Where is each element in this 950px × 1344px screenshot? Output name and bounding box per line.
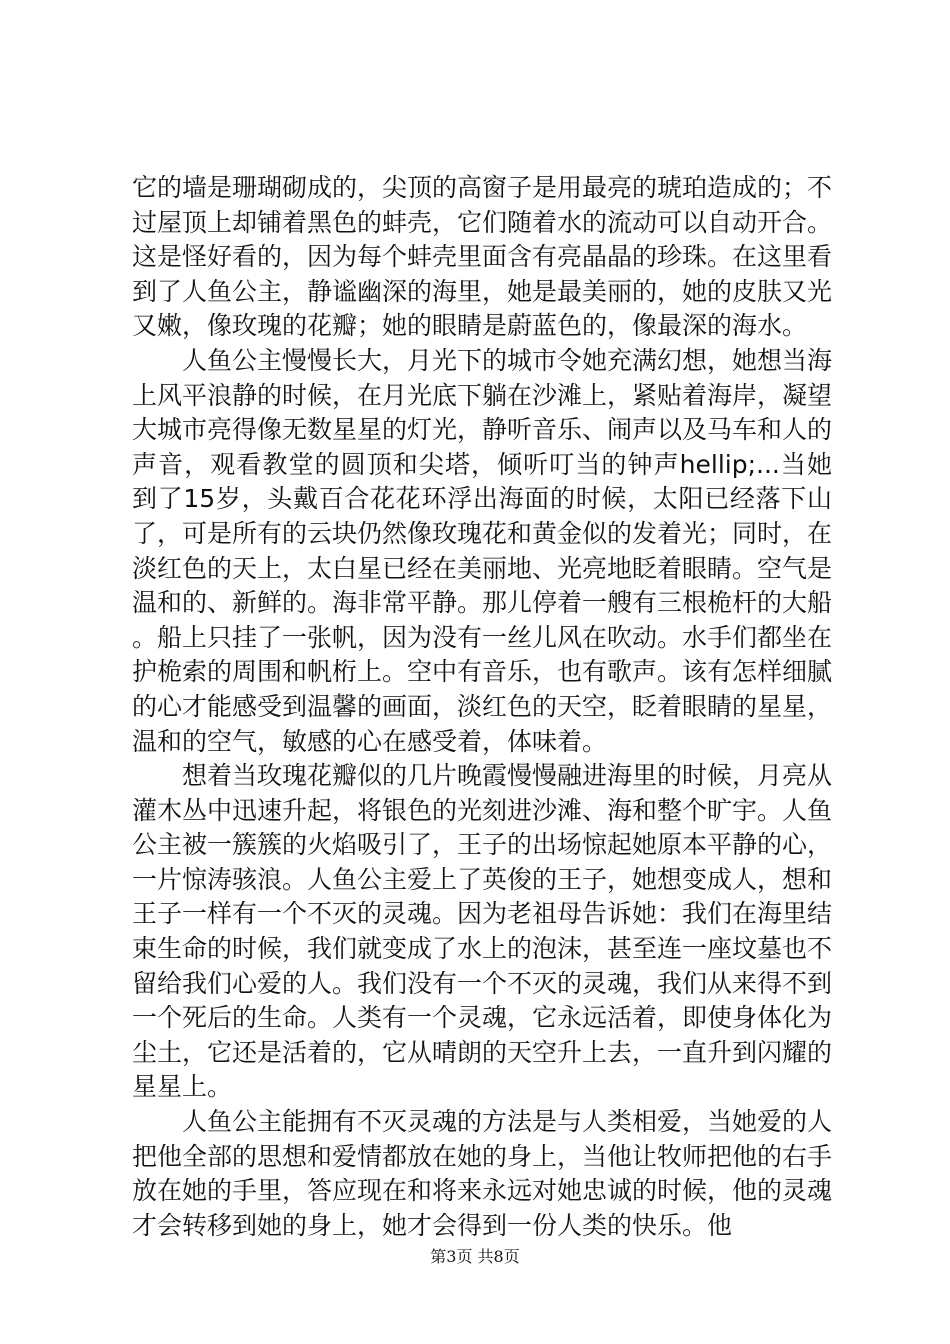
- page-footer: 第3页 共8页: [430, 1247, 520, 1266]
- paragraph-4: 人鱼公主能拥有不灭灵魂的方法是与人类相爱，当她爱的人把他全部的思想和爱情都放在她的身上，当他让牧师把他的右手放在她的手里，答应现在和将来永远对她忠诚的时候，他的灵魂才会转移到她的身上，她才会得到一份人类的快乐。他: [132, 1107, 833, 1240]
- document-body: [132, 171, 832, 1243]
- paragraph-1: 它的墙是珊瑚砌成的，尖顶的高窗子是用最亮的琥珀造成的；不过屋顶上却铺着黑色的蚌壳，它们随着水的流动可以自动开合。这是怪好看的，因为每个蚌壳里面含有亮晶晶的珍珠。在这里看到了人鱼公主，静谧幽深的海里，她是最美丽的，她的皮肤又光又嫩，像玫瑰的花瓣；她的眼睛是蔚蓝色的，像最深的海水。: [132, 173, 833, 341]
- paragraph-3: 想着当玫瑰花瓣似的几片晚霞慢慢融进海里的时候，月亮从灌木丛中迅速升起，将银色的光刻进沙滩、海和整个旷宇。人鱼公主被一簇簇的火焰吸引了，王子的出场惊起她原本平静的心，一片惊涛骇浪。人鱼公主爱上了英俊的王子，她想变成人，想和王子一样有一个不灭的灵魂。因为老祖母告诉她：我们在海里结束生命的时候，我们就变成了水上的泡沫，甚至连一座坟墓也不留给我们心爱的人。我们没有一个不灭的灵魂，我们从来得不到一个死后的生命。人类有一个灵魂，它永远活着，即使身体化为尘土，它还是活着的，它从晴朗的天空升上去，一直升到闪耀的星星上。: [132, 761, 833, 1102]
- paragraph-2: 人鱼公主慢慢长大，月光下的城市令她充满幻想，她想当海上风平浪静的时候，在月光底下躺在沙滩上，紧贴着海岸，凝望大城市亮得像无数星星的灯光，静听音乐、闹声以及马车和人的声音，观看教堂的圆顶和尖塔，倾听叮当的钟声hellip;...当她到了15岁，头戴百合花花环浮出海面的时候，太阳已经落下山了，可是所有的云块仍然像玫瑰花和黄金似的发着光；同时，在淡红色的天上，太白星已经在美丽地、光亮地眨着眼睛。空气是温和的、新鲜的。海非常平静。那儿停着一艘有三根桅杆的大船。船上只挂了一张帆，因为没有一丝儿风在吹动。水手们都坐在护桅索的周围和帆桁上。空中有音乐，也有歌声。该有怎样细腻的心才能感受到温馨的画面，淡红色的天空，眨着眼睛的星星，温和的空气，敏感的心在感受着，体味着。: [132, 345, 833, 756]
